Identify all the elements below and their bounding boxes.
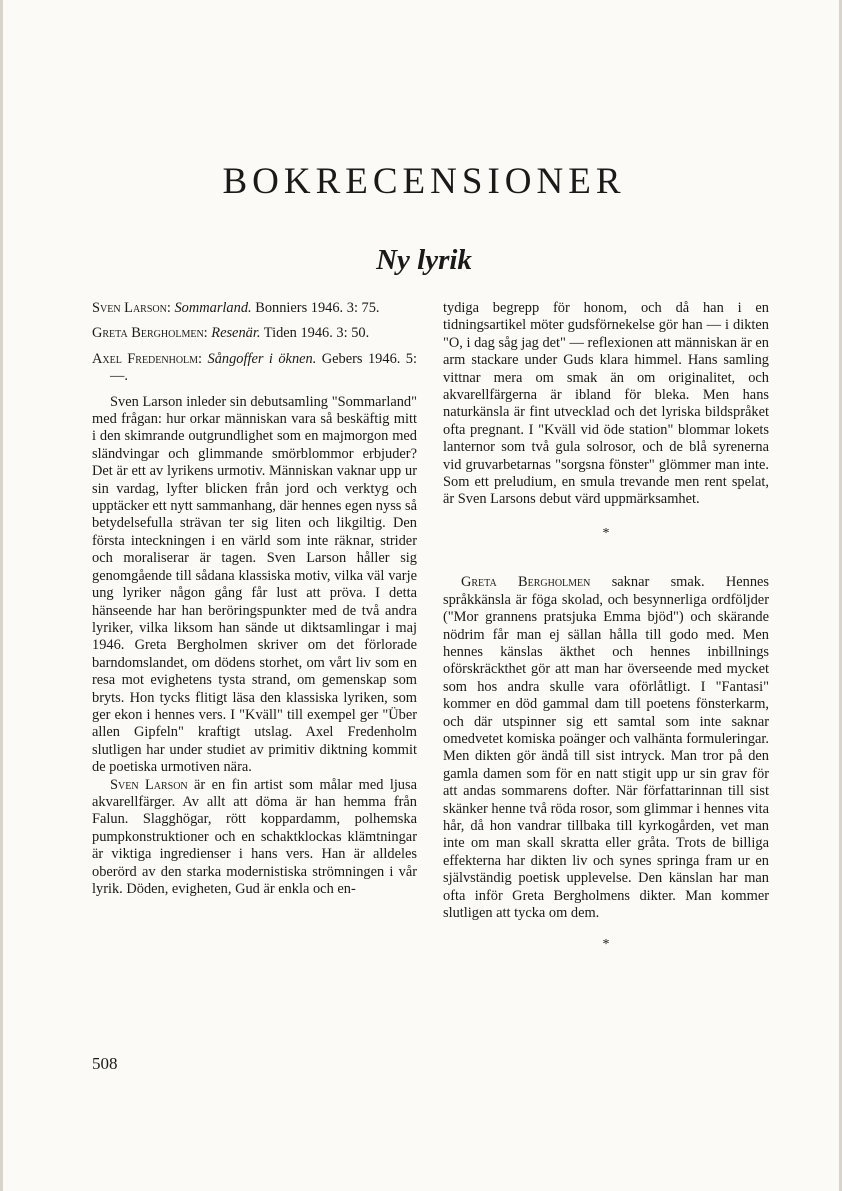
reference-book: Sångoffer i öknen. xyxy=(207,350,317,367)
paragraph-text: är en fin artist som målar med ljusa akvarellfärger. Av allt att döma är han hemma från Falun. Slagghögar, rött koppardamm, polhemska pumpkonstruktioner och en schaktklockas klämtningar är viktiga ingredienser i hans vers. Han är alldeles oberörd av den starka modernistiska strömningen i vår lyrik. Döden, evigheten, Gud är enkla och en- xyxy=(92,776,417,897)
right-column xyxy=(443,300,769,954)
reference-author: Axel Fredenholm: xyxy=(92,350,203,367)
paragraph-text: Sven Larson inleder sin debutsamling "Sommarland" med frågan: hur orkar människan vara så beskäftig mitt i den skimrande outgrundlighet som en majmorgon med sländvingar och glimmande smörblommor erbjuder? Det är ett av lyrikens urmotiv. Människan vaknar upp ur sin vardag, lyfter blicken från jord och verktyg och upptäcker ett nytt sammanhang, där hennes egen nyss så betydelsefulla strävan ter sig liten och likgiltig. Den första inteckningen i en värld som inte räknar, strider och moraliserar är tagen. Sven Larson håller sig genomgående till sådana klassiska motiv, vilka väl varje ung lyriker någon gång får lust att pröva. I detta hänseende har han beröringspunkter med de två andra lyriker, vilka liksom han sände ut diktsamlingar i maj 1946. Greta Bergholmen skriver om det förlorade barndomslandet, om dödens storhet, om vårt liv som en resa mot evighetens tysta strand, om gemenskap som bryts. Hon tycks flitigt läsa den klassiska lyriken, som ger ekon i hennes vers. I "Kväll" till exempel ger "Über allen Gipfeln" kraftigt utslag. Axel Fredenholm slutligen har under studiet av primitiv diktning kommit de poetiska urmotiven nära. xyxy=(92,393,417,776)
paragraph-text: tydiga begrepp för honom, och då han i en tidningsartikel möter gudsförnekelse gör han — i dikten "O, i dag såg jag det" — reflexionen att människan är en arm stackare under Guds klara himmel. Hans samling vittnar mera om smak än om originalitet, och akvarellfärgerna är ibland för bleka. Men hans naturkänsla är fint utvecklad och det lyriska bildspråket ofta pregnant. I "Kväll vid öde station" blommar lokets lanternor som två gula solrosor, och de blå syrenerna vid gruvarbetarnas "sorgsna fönster" glömmer man inte. Som ett preludium, en smula trevande men rent spelat, är Sven Larsons debut värd uppmärksamhet. xyxy=(443,300,769,508)
paragraph-text: saknar smak. Hennes språkkänsla är föga skolad, och besynnerliga ordföljder ("Mor grannens pratsjuka Emma bjöd") och skärande nödrim får man ej sällan hålla till godo med. Men hennes känslas äkthet och hennes inbillnings oförskräckthet gör att man har överseende med mycket som hos andra skulle vara oförlåtligt. I "Fantasi" kommer en död gammal dam till poetens fönsterkarm, och där utspinner sig ett samtal som inte saknar omedvetet komiska poänger och valhänta formuleringar. Men dikten gör ändå till sist intryck. Man tror på den gamla damen som för en natt stigit upp ur sin grav för att andas sommarens dofter. När författarinnan till sist skänker henne två röda rosor, som glimmar i hennes vita hår, då hon vandrar tillbaka till kyrkogården, vet man inte om man skall skratta eller gråta. Trots de billiga effekterna har dikten liv och synes springa fram ur en självständig poetisk upplevelse. Den känslan har man ofta inför Greta Bergholmens dikter. Man kommer slutligen att tycka om dem. xyxy=(443,574,770,921)
page-number: 508 xyxy=(92,1054,118,1073)
left-column xyxy=(92,300,417,898)
book-reference xyxy=(92,351,417,386)
end-separator: * xyxy=(602,937,610,953)
section-separator: * xyxy=(602,525,610,541)
reference-book: Sommarland. xyxy=(174,300,252,316)
body-paragraph xyxy=(92,777,417,899)
reference-author: Sven Larson: xyxy=(92,300,171,316)
page-title: BOKRECENSIONER xyxy=(222,161,626,202)
reference-details: Bonniers 1946. 3: 75. xyxy=(255,300,380,316)
body-paragraph xyxy=(443,574,769,922)
reference-details: Gebers 1946. 5: —. xyxy=(110,350,417,385)
book-reference xyxy=(92,300,417,317)
paragraph-lead: Sven Larson xyxy=(110,776,188,793)
paragraph-lead: Greta Bergholmen xyxy=(461,574,591,591)
book-reference xyxy=(92,325,417,342)
reference-details: Tiden 1946. 3: 50. xyxy=(263,325,370,342)
body-paragraph xyxy=(443,300,769,509)
reference-author: Greta Bergholmen: xyxy=(92,325,208,342)
body-paragraph xyxy=(92,394,417,777)
section-subtitle: Ny lyrik xyxy=(376,244,472,276)
reference-book: Resenär. xyxy=(211,325,261,342)
